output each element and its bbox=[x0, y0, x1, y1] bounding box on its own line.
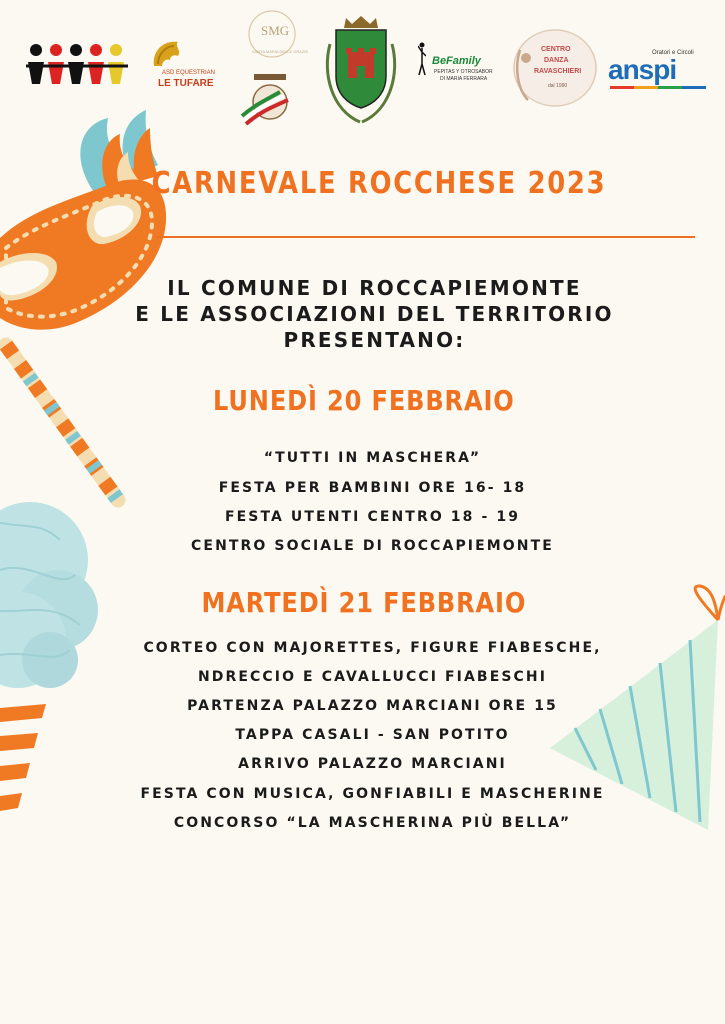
crest-flag-logo bbox=[240, 70, 300, 130]
smg-logo bbox=[246, 8, 309, 60]
anspi-name: anspi bbox=[608, 54, 677, 85]
comune-crest-logo bbox=[322, 14, 400, 130]
tufare-line2: LE TUFARE bbox=[158, 78, 214, 89]
horse-icon bbox=[148, 38, 188, 70]
day2-line: FESTA CON MUSICA, GONFIABILI E MASCHERINE bbox=[140, 786, 605, 802]
mask-stick-illustration bbox=[6, 345, 118, 500]
day2-line: ARRIVO PALAZZO MARCIANI bbox=[238, 756, 507, 772]
befamily-logo bbox=[418, 42, 496, 86]
smg-ring-text: SANTA MARIA DELLE GRAZIE bbox=[252, 49, 309, 54]
day1-line: “TUTTI IN MASCHERA” bbox=[263, 450, 482, 466]
smg-initials: SMG bbox=[261, 23, 290, 38]
day2-line: TAPPA CASALI - SAN POTITO bbox=[235, 727, 510, 743]
danza-year: dal 1990 bbox=[548, 83, 568, 89]
danza-line2: DANZA bbox=[544, 57, 569, 64]
day2-heading: MARTEDÌ 21 FEBBRAIO bbox=[201, 586, 527, 619]
day1-line: FESTA UTENTI CENTRO 18 - 19 bbox=[224, 509, 521, 525]
day2-line: CONCORSO “LA MASCHERINA PIÙ BELLA” bbox=[173, 815, 572, 831]
befamily-line2: DI MARIA FERRARA bbox=[440, 76, 488, 82]
danza-line1: CENTRO bbox=[541, 46, 571, 53]
day1-heading: LUNEDÌ 20 FEBBRAIO bbox=[213, 384, 515, 417]
day2-line: CORTEO CON MAJORETTES, FIGURE FIABESCHE, bbox=[143, 640, 602, 656]
title-divider bbox=[155, 236, 695, 238]
kids-logo bbox=[26, 42, 128, 90]
anspi-logo bbox=[608, 50, 710, 90]
dancer-icon bbox=[418, 42, 426, 76]
intro-line: E LE ASSOCIAZIONI DEL TERRITORIO bbox=[135, 302, 614, 326]
day1-line: CENTRO SOCIALE DI ROCCAPIEMONTE bbox=[191, 538, 554, 554]
intro-line: PRESENTANO: bbox=[283, 328, 466, 352]
day2-line: NDRECCIO E CAVALLUCCI FIABESCHI bbox=[197, 669, 548, 685]
centro-danza-logo bbox=[510, 28, 600, 108]
tufare-line1: ASD EQUESTRIAN bbox=[162, 70, 216, 76]
le-tufare-logo bbox=[136, 38, 216, 94]
befamily-name: BeFamily bbox=[432, 55, 481, 67]
befamily-line1: PEPITAS Y OTROSABOR bbox=[434, 69, 493, 75]
danza-line3: RAVASCHIERI bbox=[534, 68, 582, 75]
intro-line: IL COMUNE DI ROCCAPIEMONTE bbox=[167, 276, 582, 300]
day2-line: PARTENZA PALAZZO MARCIANI ORE 15 bbox=[187, 698, 558, 714]
poster-title: CARNEVALE ROCCHESE 2023 bbox=[151, 166, 607, 201]
day1-line: FESTA PER BAMBINI ORE 16- 18 bbox=[218, 480, 527, 496]
anspi-tagline: Oratori e Circoli bbox=[652, 50, 694, 56]
